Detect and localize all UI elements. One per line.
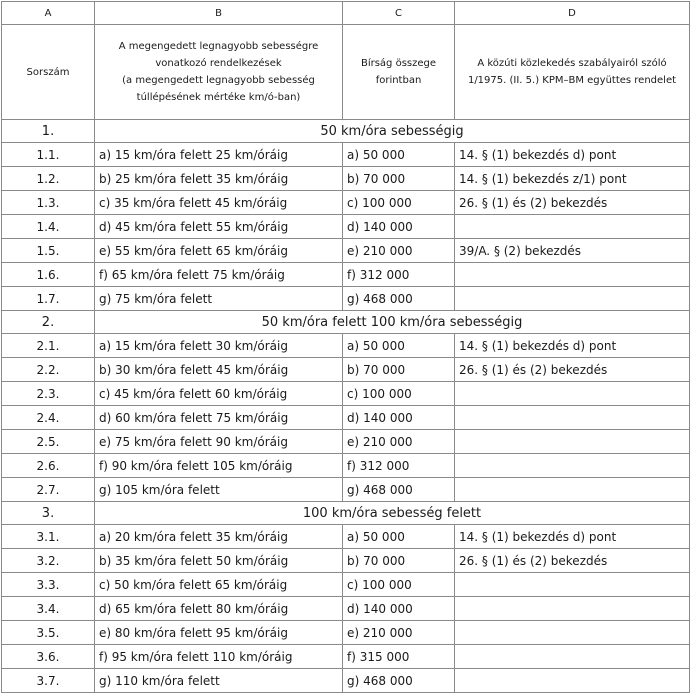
- row-number: 1.1.: [2, 143, 95, 167]
- fine-amount-cell: d) 140 000: [343, 406, 455, 430]
- speed-range-cell: e) 55 km/óra felett 65 km/óráig: [95, 239, 343, 263]
- regulation-reference-cell: 39/A. § (2) bekezdés: [455, 239, 690, 263]
- section-number: 1.: [2, 120, 95, 143]
- speed-range-cell: b) 25 km/óra felett 35 km/óráig: [95, 167, 343, 191]
- fine-amount-cell: e) 210 000: [343, 430, 455, 454]
- speed-range-cell: g) 110 km/óra felett: [95, 669, 343, 693]
- column-letter-a: A: [2, 2, 95, 25]
- fine-amount-cell: g) 468 000: [343, 669, 455, 693]
- regulation-reference-cell: [455, 406, 690, 430]
- regulation-reference-cell: [455, 382, 690, 406]
- speed-range-cell: d) 65 km/óra felett 80 km/óráig: [95, 597, 343, 621]
- table-row: [2, 406, 690, 430]
- regulation-reference-cell: 14. § (1) bekezdés d) pont: [455, 143, 690, 167]
- fine-amount-cell: a) 50 000: [343, 334, 455, 358]
- table-row: [2, 239, 690, 263]
- section-number: 3.: [2, 502, 95, 525]
- speed-range-cell: a) 15 km/óra felett 30 km/óráig: [95, 334, 343, 358]
- table-row: [2, 334, 690, 358]
- table-row: [2, 358, 690, 382]
- speed-range-cell: c) 50 km/óra felett 65 km/óráig: [95, 573, 343, 597]
- row-number: 3.7.: [2, 669, 95, 693]
- regulation-reference-cell: [455, 454, 690, 478]
- header-speed-provisions: [95, 25, 343, 120]
- speed-range-cell: d) 60 km/óra felett 75 km/óráig: [95, 406, 343, 430]
- header-b-line: vonatkozó rendelkezések: [155, 58, 282, 69]
- speed-range-cell: d) 45 km/óra felett 55 km/óráig: [95, 215, 343, 239]
- row-number: 3.4.: [2, 597, 95, 621]
- table-row: [2, 143, 690, 167]
- regulation-reference-cell: 26. § (1) és (2) bekezdés: [455, 549, 690, 573]
- regulation-reference-cell: 26. § (1) és (2) bekezdés: [455, 358, 690, 382]
- header-b-line: A megengedett legnagyobb sebességre: [118, 41, 319, 52]
- regulation-reference-cell: [455, 287, 690, 311]
- regulation-reference-cell: 14. § (1) bekezdés d) pont: [455, 334, 690, 358]
- regulation-reference-cell: [455, 597, 690, 621]
- fine-amount-cell: f) 315 000: [343, 645, 455, 669]
- row-number: 1.7.: [2, 287, 95, 311]
- row-number: 2.2.: [2, 358, 95, 382]
- row-number: 3.5.: [2, 621, 95, 645]
- fine-amount-cell: c) 100 000: [343, 191, 455, 215]
- header-b-line: (a megengedett legnagyobb sebesség: [122, 75, 315, 86]
- section-title: 100 km/óra sebesség felett: [95, 502, 690, 525]
- row-number: 3.6.: [2, 645, 95, 669]
- regulation-reference-cell: [455, 645, 690, 669]
- row-number: 1.2.: [2, 167, 95, 191]
- header-serial-number: Sorszám: [2, 25, 95, 120]
- header-d-line: 1/1975. (II. 5.) KPM–BM együttes rendelet: [467, 75, 677, 86]
- regulation-reference-cell: 14. § (1) bekezdés z/1) pont: [455, 167, 690, 191]
- table-row: [2, 263, 690, 287]
- fine-amount-cell: g) 468 000: [343, 287, 455, 311]
- table-row: [2, 215, 690, 239]
- regulation-reference-cell: 14. § (1) bekezdés d) pont: [455, 525, 690, 549]
- table-row: [2, 597, 690, 621]
- table-row: [2, 478, 690, 502]
- fine-amount-cell: b) 70 000: [343, 358, 455, 382]
- speed-range-cell: e) 75 km/óra felett 90 km/óráig: [95, 430, 343, 454]
- fine-amount-cell: f) 312 000: [343, 454, 455, 478]
- fine-amount-cell: d) 140 000: [343, 597, 455, 621]
- column-letter-c: C: [343, 2, 455, 25]
- speed-range-cell: b) 30 km/óra felett 45 km/óráig: [95, 358, 343, 382]
- header-c-line: forintban: [375, 75, 422, 86]
- speed-range-cell: f) 90 km/óra felett 105 km/óráig: [95, 454, 343, 478]
- fine-table: [1, 1, 690, 693]
- row-number: 2.4.: [2, 406, 95, 430]
- table-row: [2, 167, 690, 191]
- header-regulation: [455, 25, 690, 120]
- column-letter-b: B: [95, 2, 343, 25]
- regulation-reference-cell: [455, 430, 690, 454]
- row-number: 2.1.: [2, 334, 95, 358]
- header-fine-amount: [343, 25, 455, 120]
- table-row: [2, 573, 690, 597]
- fine-amount-cell: e) 210 000: [343, 239, 455, 263]
- table-row: [2, 191, 690, 215]
- table-row: [2, 382, 690, 406]
- fine-amount-cell: b) 70 000: [343, 167, 455, 191]
- speed-range-cell: b) 35 km/óra felett 50 km/óráig: [95, 549, 343, 573]
- fine-amount-cell: b) 70 000: [343, 549, 455, 573]
- regulation-reference-cell: [455, 263, 690, 287]
- section-row: [2, 120, 690, 143]
- regulation-reference-cell: [455, 215, 690, 239]
- table-row: [2, 454, 690, 478]
- row-number: 2.3.: [2, 382, 95, 406]
- speed-range-cell: g) 105 km/óra felett: [95, 478, 343, 502]
- speed-range-cell: e) 80 km/óra felett 95 km/óráig: [95, 621, 343, 645]
- table-row: [2, 287, 690, 311]
- table-row: [2, 549, 690, 573]
- fine-amount-cell: e) 210 000: [343, 621, 455, 645]
- fine-amount-cell: d) 140 000: [343, 215, 455, 239]
- regulation-reference-cell: [455, 573, 690, 597]
- speed-range-cell: f) 65 km/óra felett 75 km/óráig: [95, 263, 343, 287]
- fine-amount-cell: a) 50 000: [343, 525, 455, 549]
- row-number: 1.4.: [2, 215, 95, 239]
- fine-table-body: [2, 2, 690, 693]
- fine-amount-cell: f) 312 000: [343, 263, 455, 287]
- column-letter-row: [2, 2, 690, 25]
- table-row: [2, 525, 690, 549]
- speed-range-cell: c) 45 km/óra felett 60 km/óráig: [95, 382, 343, 406]
- regulation-reference-cell: [455, 478, 690, 502]
- regulation-reference-cell: 26. § (1) és (2) bekezdés: [455, 191, 690, 215]
- table-row: [2, 430, 690, 454]
- regulation-reference-cell: [455, 621, 690, 645]
- fine-amount-cell: a) 50 000: [343, 143, 455, 167]
- row-number: 2.7.: [2, 478, 95, 502]
- section-title: 50 km/óra sebességig: [95, 120, 690, 143]
- row-number: 1.6.: [2, 263, 95, 287]
- speed-range-cell: c) 35 km/óra felett 45 km/óráig: [95, 191, 343, 215]
- header-c-line: Bírság összege: [360, 58, 437, 69]
- section-row: [2, 311, 690, 334]
- speed-range-cell: f) 95 km/óra felett 110 km/óráig: [95, 645, 343, 669]
- column-letter-d: D: [455, 2, 690, 25]
- speed-range-cell: a) 15 km/óra felett 25 km/óráig: [95, 143, 343, 167]
- header-d-line: A közúti közlekedés szabályairól szóló: [477, 58, 667, 69]
- row-number: 3.3.: [2, 573, 95, 597]
- table-row: [2, 645, 690, 669]
- section-title: 50 km/óra felett 100 km/óra sebességig: [95, 311, 690, 334]
- table-row: [2, 621, 690, 645]
- fine-amount-cell: c) 100 000: [343, 382, 455, 406]
- speed-range-cell: a) 20 km/óra felett 35 km/óráig: [95, 525, 343, 549]
- row-number: 1.5.: [2, 239, 95, 263]
- fine-amount-cell: c) 100 000: [343, 573, 455, 597]
- section-row: [2, 502, 690, 525]
- row-number: 1.3.: [2, 191, 95, 215]
- row-number: 3.1.: [2, 525, 95, 549]
- header-row: [2, 25, 690, 120]
- row-number: 3.2.: [2, 549, 95, 573]
- section-number: 2.: [2, 311, 95, 334]
- row-number: 2.6.: [2, 454, 95, 478]
- row-number: 2.5.: [2, 430, 95, 454]
- header-b-line: túllépésének mértéke km/ó-ban): [136, 92, 301, 103]
- speed-range-cell: g) 75 km/óra felett: [95, 287, 343, 311]
- fine-amount-cell: g) 468 000: [343, 478, 455, 502]
